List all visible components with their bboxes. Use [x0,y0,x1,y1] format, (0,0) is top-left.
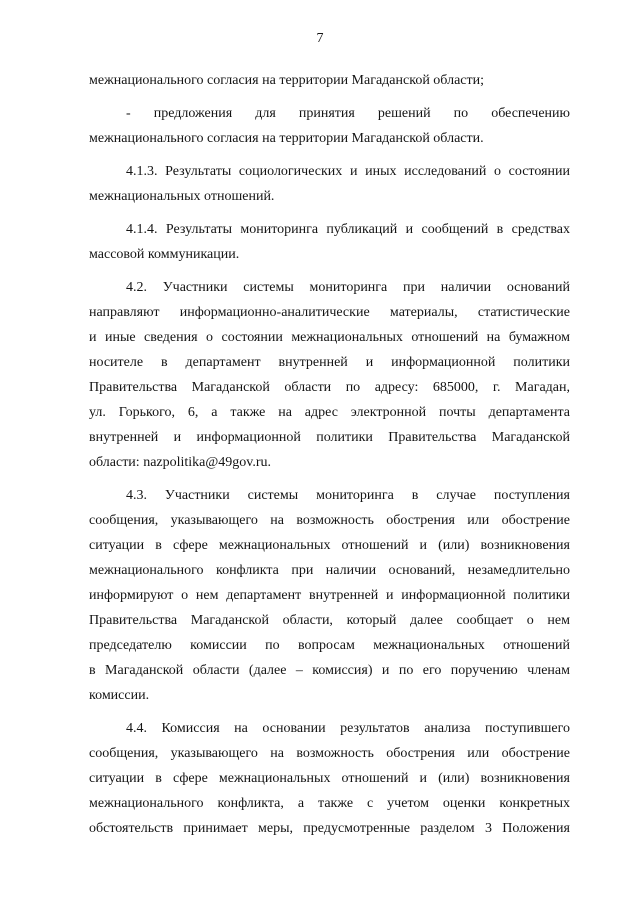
text-line: межнационального конфликта, а также с учетом оценки конкретных [89,796,570,811]
paragraph [89,275,570,475]
text-line: 4.1.3. Результаты социологических и иных исследований о состоянии [126,164,570,179]
text-line: Правительства Магаданской области по адресу: 685000, г. Магадан, [89,380,570,395]
text-line: в Магаданской области (далее – комиссия) и по его поручению членам [89,663,570,678]
page-number: 7 [316,31,324,46]
text-line: массовой коммуникации. [89,247,240,262]
text-line: ул. Горького, 6, а также на адрес электронной почты департамента [89,405,570,420]
text-line: Правительства Магаданской области, который далее сообщает о нем [89,613,570,628]
text-line: председателю комиссии по вопросам межнациональных отношений [89,638,570,653]
text-line: и иные сведения о состоянии межнациональных отношений на бумажном [89,330,570,345]
text-line: 4.1.4. Результаты мониторинга публикаций и сообщений в средствах [126,222,570,237]
text-line: межнационального согласия на территории Магаданской области; [89,73,484,88]
text-line: обстоятельств принимает меры, предусмотренные разделом 3 Положения [89,821,570,836]
text-line: 4.4. Комиссия на основании результатов анализа поступившего [126,721,570,736]
text-line: информируют о нем департамент внутренней и информационной политики [89,588,570,603]
text-line: межнационального согласия на территории Магаданской области. [89,131,484,146]
text-line: сообщения, указывающего на возможность обострения или обострение [89,746,570,761]
text-line: межнационального конфликта при наличии оснований, незамедлительно [89,563,570,578]
text-line: ситуации в сфере межнациональных отношений и (или) возникновения [89,771,570,786]
paragraph [89,159,570,209]
text-line: - предложения для принятия решений по обеспечению [126,106,570,121]
text-line: области: nazpolitika@49gov.ru. [89,455,272,470]
paragraph [89,68,570,93]
text-line: направляют информационно-аналитические материалы, статистические [89,305,570,320]
text-line: межнациональных отношений. [89,189,275,204]
paragraph [89,483,570,708]
text-line: внутренней и информационной политики Правительства Магаданской [89,430,570,445]
text-line: комиссии. [89,688,150,703]
text-line: ситуации в сфере межнациональных отношений и (или) возникновения [89,538,570,553]
paragraph [89,716,570,841]
text-line: сообщения, указывающего на возможность обострения или обострение [89,513,570,528]
text-line: 4.2. Участники системы мониторинга при наличии оснований [126,280,570,295]
paragraph [89,217,570,267]
paragraph [89,101,570,151]
text-line: носителе в департамент внутренней и информационной политики [89,355,570,370]
text-line: 4.3. Участники системы мониторинга в случае поступления [126,488,570,503]
document-body [89,68,570,841]
